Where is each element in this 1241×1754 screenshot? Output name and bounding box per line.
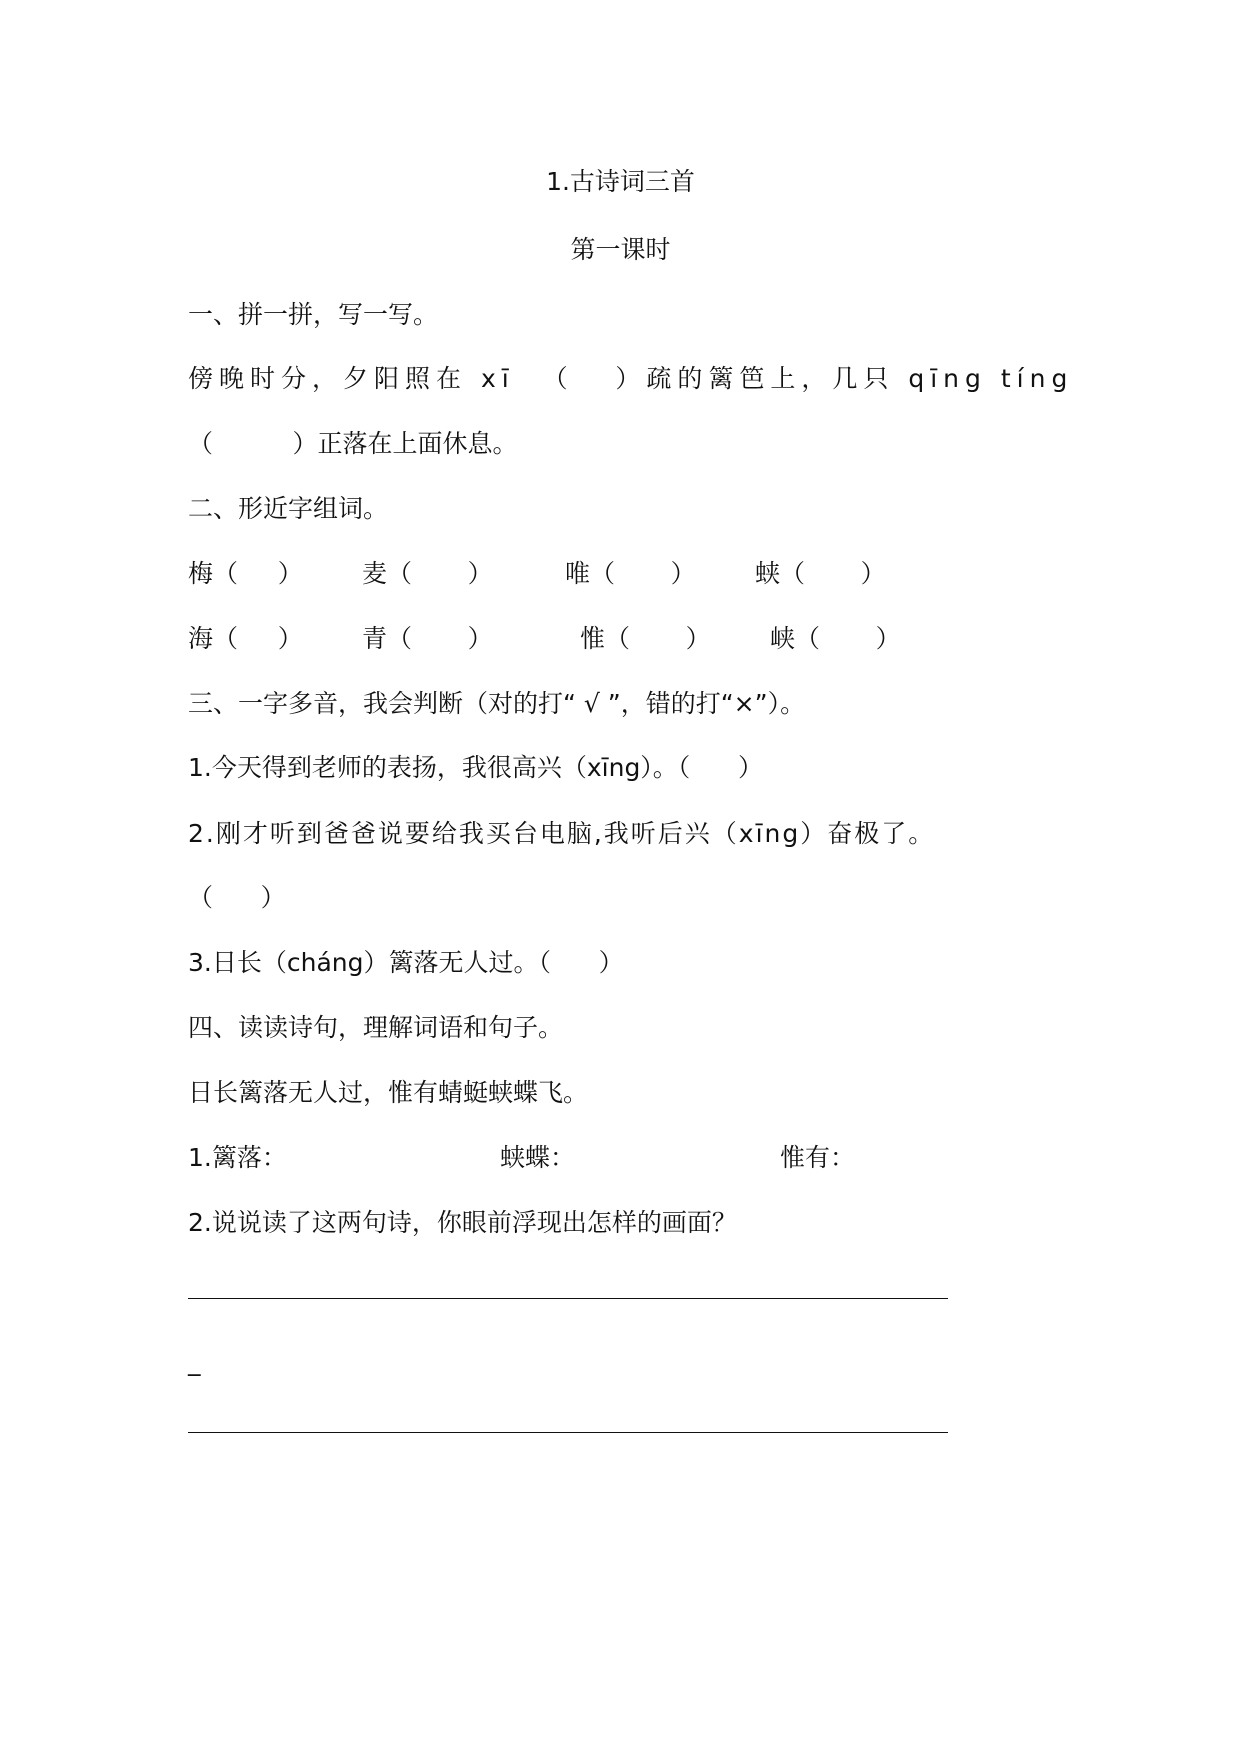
section3-heading: 三、一字多音，我会判断（对的打“ √ ”，错的打“×”）。 — [188, 689, 806, 718]
term-label: 蛱蝶： — [500, 1143, 576, 1172]
section2-heading: 二、形近字组词。 — [188, 494, 389, 523]
word-item: 麦（ ） — [362, 559, 493, 588]
section4-heading: 四、读读诗句，理解词语和句子。 — [188, 1013, 564, 1042]
word-item: 蛱（ ） — [755, 559, 886, 588]
answer-line — [188, 1432, 948, 1433]
answer-line — [188, 1298, 948, 1299]
word-item: 惟（ ） — [580, 624, 711, 653]
term-label: 1.篱落： — [188, 1143, 287, 1172]
section3-q3: 3.日长（cháng）篱落无人过。（ ） — [188, 948, 624, 977]
section4-q2: 2.说说读了这两句诗，你眼前浮现出怎样的画面？ — [188, 1208, 737, 1237]
stray-mark: _ — [188, 1347, 201, 1376]
word-item: 青（ ） — [362, 624, 493, 653]
word-item: 唯（ ） — [565, 559, 696, 588]
word-item: 梅（ ） — [188, 559, 303, 588]
page-title: 1.古诗词三首 — [546, 167, 695, 196]
page-subtitle: 第一课时 — [570, 235, 671, 264]
word-item: 海（ ） — [188, 624, 303, 653]
section1-line1: 傍晚时分，夕阳照在 xī （ ）疏的篱笆上，几只 qīng tíng — [188, 364, 1074, 393]
section3-q2-paren: （ ） — [188, 883, 286, 912]
term-label: 惟有： — [780, 1143, 856, 1172]
section3-q2: 2.刚才听到爸爸说要给我买台电脑,我听后兴（xīng）奋极了。 — [188, 819, 936, 848]
word-item: 峡（ ） — [770, 624, 901, 653]
section3-q1: 1.今天得到老师的表扬，我很高兴（xīng）。（ ） — [188, 753, 763, 782]
section4-poem: 日长篱落无人过，惟有蜻蜓蛱蝶飞。 — [188, 1078, 589, 1107]
section1-heading: 一、拼一拼，写一写。 — [188, 300, 439, 329]
section1-line2: （ ）正落在上面休息。 — [188, 429, 518, 458]
